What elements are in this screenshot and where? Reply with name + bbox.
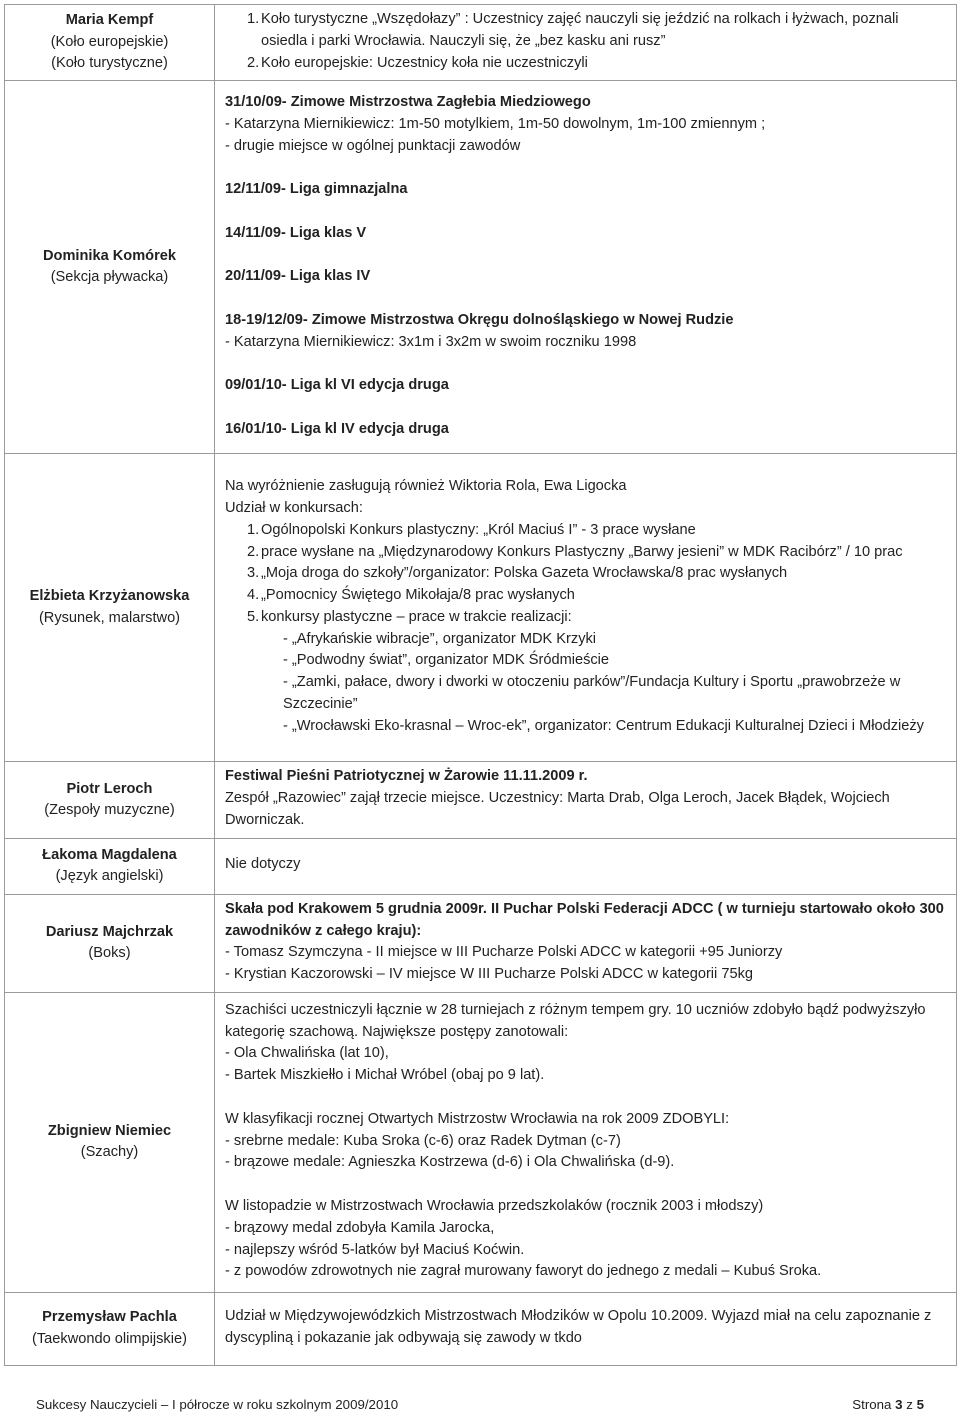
table-row (5, 454, 957, 762)
sub-item: - „Wrocławski Eko-krasnal – Wroc-ek”, organizator: Centrum Edukacji Kulturalnej Dzieci i Młodzieży (283, 717, 924, 734)
item-text: „Moja droga do szkoły”/organizator: Polska Gazeta Wrocławska/8 prac wysłanych (261, 565, 788, 582)
item-text: konkursy plastyczne – prace w trakcie realizacji: (261, 608, 572, 625)
item-number: 1. (247, 521, 260, 538)
teacher-cell (5, 1292, 215, 1365)
event-text: Zespół „Razowiec” zajął trzecie miejsce. Uczestnicy: Marta Drab, Olga Leroch, Jacek Błądek, Wojciech Dworniczak. (225, 790, 890, 828)
table-row (5, 5, 957, 81)
event-title: Festiwal Pieśni Patriotycznej w Żarowie 11.11.2009 r. (225, 768, 588, 785)
intro-line: Na wyróżnienie zasługują również Wiktoria Rola, Ewa Ligocka (225, 478, 627, 495)
achievement-cell (215, 5, 957, 81)
item-text: Koło turystyczne „Wszędołazy” : Uczestnicy zajęć nauczyli się jeździć na rolkach i łyżwach, poznali osiedla i parki Wrocławia. Nauczyli się, że „bez kasku ani rusz” (261, 11, 899, 49)
teacher-name: Maria Kempf (65, 12, 154, 29)
item-text: Koło europejskie: Uczestnicy koła nie uczestniczyli (261, 54, 588, 71)
event-line: - Katarzyna Miernikiewicz: 3x1m i 3x2m w swoim roczniku 1998 (225, 333, 637, 350)
page-number (852, 1397, 924, 1412)
event-line: - Tomasz Szymczyna - II miejsce w III Pucharze Polski ADCC w kategorii +95 Juniorzy (225, 944, 783, 961)
event-line: 20/11/09- Liga klas IV (225, 268, 371, 285)
achievement-cell (215, 454, 957, 762)
event-line: 12/11/09- Liga gimnazjalna (225, 181, 408, 198)
achievement-cell (215, 838, 957, 894)
achievement-cell (215, 992, 957, 1292)
event-line: 16/01/10- Liga kl IV edycja druga (225, 420, 449, 437)
achievements-table (4, 4, 957, 1366)
teacher-role: (Zespoły muzyczne) (44, 802, 175, 819)
spacer (225, 1174, 946, 1196)
list-item (225, 607, 946, 629)
paragraph-line: Szachiści uczestniczyli łącznie w 28 turniejach z różnym tempem gry. 10 uczniów zdobyło bądź podwyższyło kategorię szachową. Największe postępy zanotowali: (225, 1001, 926, 1040)
table-row (5, 762, 957, 838)
table-row (5, 81, 957, 454)
spacer (225, 157, 946, 179)
paragraph-line: W klasyfikacji rocznej Otwartych Mistrzostw Wrocławia na rok 2009 ZDOBYLI: (225, 1110, 730, 1127)
spacer (225, 1087, 946, 1109)
item-number: 3. (247, 565, 260, 582)
teacher-role: (Koło turystyczne) (51, 55, 168, 72)
event-line: 31/10/09- Zimowe Mistrzostwa Zagłebia Miedziowego (225, 94, 591, 111)
event-line: 09/01/10- Liga kl VI edycja druga (225, 377, 449, 394)
event-line: 18-19/12/09- Zimowe Mistrzostwa Okręgu dolnośląskiego w Nowej Rudzie (225, 311, 734, 328)
achievement-cell (215, 762, 957, 838)
page-sep: z (902, 1397, 917, 1412)
spacer (225, 245, 946, 267)
event-line: - Katarzyna Miernikiewicz: 1m-50 motylkiem, 1m-50 dowolnym, 1m-100 zmiennym ; (225, 115, 766, 132)
teacher-name: Przemysław Pachla (42, 1309, 177, 1326)
teacher-role: (Sekcja pływacka) (50, 269, 169, 286)
item-number: 5. (247, 608, 260, 625)
event-line: - Krystian Kaczorowski – IV miejsce W III Pucharze Polski ADCC w kategorii 75kg (225, 966, 753, 983)
teacher-name: Piotr Leroch (66, 780, 153, 797)
teacher-role: (Koło europejskie) (50, 33, 169, 50)
list-item (225, 542, 946, 564)
list-item (225, 563, 946, 585)
total-pages: 5 (916, 1397, 924, 1412)
item-text: „Pomocnicy Świętego Mikołaja/8 prac wysłanych (261, 587, 575, 604)
teacher-role: (Taekwondo olimpijskie) (32, 1330, 187, 1347)
teacher-name: Dariusz Majchrzak (45, 923, 174, 940)
list-item (225, 520, 946, 542)
teacher-cell (5, 894, 215, 992)
teacher-role: (Język angielski) (55, 868, 164, 885)
event-line: 14/11/09- Liga klas V (225, 224, 367, 241)
teacher-cell (5, 838, 215, 894)
sub-item: - „Zamki, pałace, dwory i dworki w otoczeniu parków”/Fundacja Kultury i Sportu „prawobrzeże w Szczecinie” (283, 674, 901, 713)
teacher-cell (5, 762, 215, 838)
teacher-cell (5, 454, 215, 762)
event-text: Nie dotyczy (225, 856, 301, 873)
teacher-name: Dominika Komórek (43, 247, 176, 264)
teacher-cell (5, 81, 215, 454)
item-number: 2. (247, 543, 260, 560)
page-label: Strona (852, 1397, 896, 1412)
table-row (5, 894, 957, 992)
spacer (225, 354, 946, 376)
teacher-name: Zbigniew Niemiec (47, 1122, 172, 1139)
table-row (5, 1292, 957, 1365)
event-title: Skała pod Krakowem 5 grudnia 2009r. II Puchar Polski Federacji ADCC ( w turnieju startowało około 300 zawodników z całego kraju): (225, 900, 944, 939)
teacher-name: Elżbieta Krzyżanowska (29, 588, 190, 605)
spacer (225, 288, 946, 310)
paragraph-line: - Ola Chwalińska (lat 10), (225, 1045, 389, 1062)
event-text: Udział w Międzywojewódzkich Mistrzostwach Młodzików w Opolu 10.2009. Wyjazd miał na celu zapoznanie z dyscypliną i pokazanie jak odbywają się zawody w tkdo (225, 1308, 932, 1346)
event-line: - drugie miejsce w ogólnej punktacji zawodów (225, 137, 521, 154)
footer-title: Sukcesy Nauczycieli – I półrocze w roku szkolnym 2009/2010 (36, 1397, 399, 1412)
paragraph-line: - brązowe medale: Agnieszka Kostrzewa (d-6) i Ola Chwalińska (d-9). (225, 1154, 675, 1171)
teacher-role: (Szachy) (80, 1144, 139, 1161)
paragraph-line: - Bartek Miszkiełło i Michał Wróbel (obaj po 9 lat). (225, 1067, 545, 1084)
table-row (5, 838, 957, 894)
paragraph-line: - brązowy medal zdobyła Kamila Jarocka, (225, 1219, 495, 1236)
list-item (225, 9, 946, 53)
achievement-cell (215, 1292, 957, 1365)
table-row (5, 992, 957, 1292)
item-number: 1. (247, 11, 260, 27)
intro-line: Udział w konkursach: (225, 499, 363, 516)
list-item (225, 53, 946, 75)
current-page: 3 (895, 1397, 903, 1412)
teacher-role: (Rysunek, malarstwo) (38, 609, 181, 626)
item-text: Ogólnopolski Konkurs plastyczny: „Król Maciuś I” - 3 prace wysłane (261, 521, 696, 538)
achievement-cell (215, 81, 957, 454)
spacer (225, 201, 946, 223)
paragraph-line: - najlepszy wśród 5-latków był Maciuś Koćwin. (225, 1241, 525, 1258)
item-number: 4. (247, 587, 260, 604)
sub-item: - „Afrykańskie wibracje”, organizator MDK Krzyki (283, 630, 597, 647)
item-text: prace wysłane na „Międzynarodowy Konkurs Plastyczny „Barwy jesieni” w MDK Racibórz” / 10 prac (261, 543, 903, 560)
page-footer (36, 1397, 924, 1412)
paragraph-line: - z powodów zdrowotnych nie zagrał murowany faworyt do jednego z medali – Kubuś Sroka. (225, 1263, 822, 1280)
paragraph-line: - srebrne medale: Kuba Sroka (c-6) oraz Radek Dytman (c-7) (225, 1132, 621, 1149)
teacher-role: (Boks) (88, 945, 131, 962)
item-number: 2. (247, 54, 260, 71)
teacher-name: Łakoma Magdalena (42, 846, 177, 863)
achievement-cell (215, 894, 957, 992)
list-item (225, 585, 946, 607)
paragraph-line: W listopadzie w Mistrzostwach Wrocławia przedszkolaków (rocznik 2003 i młodszy) (225, 1197, 764, 1214)
teacher-cell (5, 5, 215, 81)
teacher-cell (5, 992, 215, 1292)
sub-item: - „Podwodny świat”, organizator MDK Śródmieście (283, 652, 610, 669)
spacer (225, 397, 946, 419)
